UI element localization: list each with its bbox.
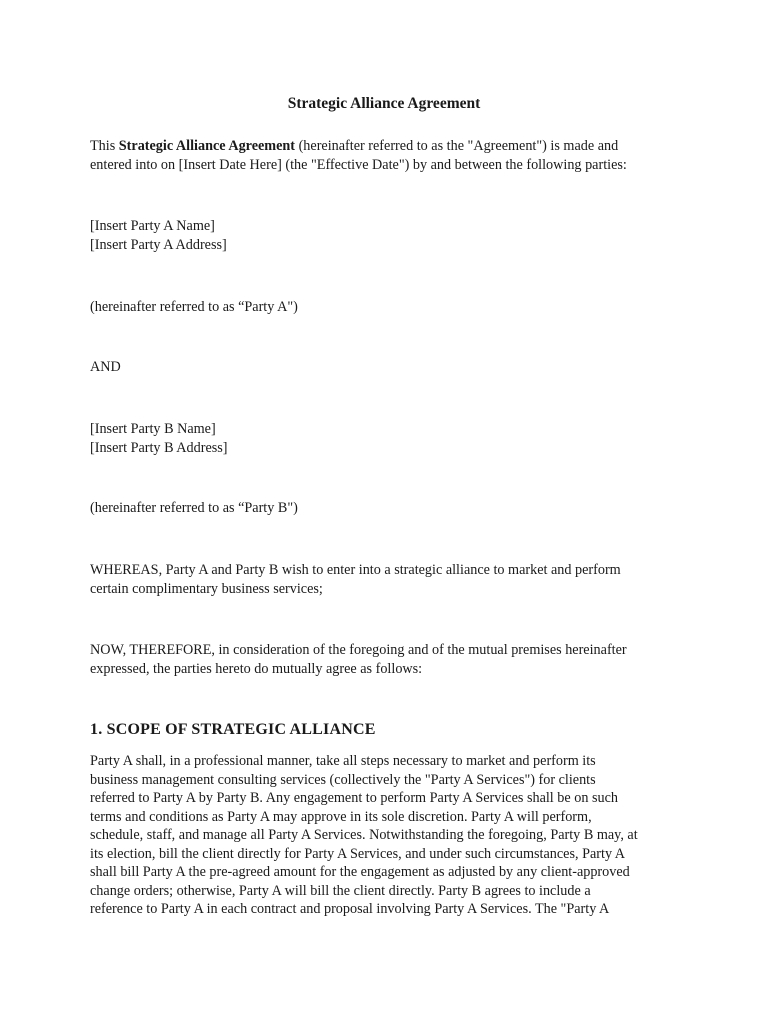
section-1-line: referred to Party A by Party B. Any engagement to perform Party A Services shall be on such bbox=[90, 790, 618, 807]
party-b-reference: (hereinafter referred to as “Party B") bbox=[90, 500, 298, 516]
intro-prefix: This bbox=[90, 138, 119, 154]
section-1-heading: 1. SCOPE OF STRATEGIC ALLIANCE bbox=[90, 721, 376, 738]
section-1-line: terms and conditions as Party A may approve in its sole discretion. Party A will perform, bbox=[90, 808, 592, 825]
intro-line-1-rest: (hereinafter referred to as the "Agreement") is made and bbox=[295, 138, 619, 154]
intro-paragraph bbox=[90, 137, 690, 174]
now-therefore-paragraph bbox=[90, 641, 690, 678]
party-b-block bbox=[90, 420, 690, 457]
section-1-line: its election, bill the client directly for Party A Services, and under such circumstances, Party A bbox=[90, 845, 626, 862]
whereas-paragraph bbox=[90, 561, 690, 598]
intro-line-2: entered into on [Insert Date Here] (the "Effective Date") by and between the following parties: bbox=[90, 156, 627, 173]
now-therefore-line-1: NOW, THEREFORE, in consideration of the foregoing and of the mutual premises hereinafter bbox=[90, 642, 627, 658]
party-a-address: [Insert Party A Address] bbox=[90, 236, 227, 253]
party-a-block bbox=[90, 217, 690, 254]
now-therefore-line-2: expressed, the parties hereto do mutually agree as follows: bbox=[90, 660, 423, 677]
whereas-line-2: certain complimentary business services; bbox=[90, 580, 323, 597]
party-b-name: [Insert Party B Name] bbox=[90, 421, 216, 437]
section-1-body bbox=[90, 752, 690, 919]
intro-agreement-name: Strategic Alliance Agreement bbox=[118, 138, 296, 154]
section-1-line: schedule, staff, and manage all Party A Services. Notwithstanding the foregoing, Party B may, at bbox=[90, 827, 638, 844]
section-1-line: Party A shall, in a professional manner, take all steps necessary to market and perform its bbox=[90, 753, 596, 769]
party-a-name: [Insert Party A Name] bbox=[90, 218, 215, 234]
whereas-line-1: WHEREAS, Party A and Party B wish to enter into a strategic alliance to market and perform bbox=[90, 562, 621, 578]
party-b-address: [Insert Party B Address] bbox=[90, 439, 228, 456]
section-1-line: shall bill Party A the pre-agreed amount for the engagement as adjusted by any client-approved bbox=[90, 864, 630, 881]
section-1-line: change orders; otherwise, Party A will bill the client directly. Party B agrees to include a bbox=[90, 882, 591, 899]
and-label: AND bbox=[90, 359, 121, 375]
document-title: Strategic Alliance Agreement bbox=[287, 95, 481, 112]
section-1-line: business management consulting services (collectively the "Party A Services") for clients bbox=[90, 771, 596, 788]
party-a-reference: (hereinafter referred to as “Party A") bbox=[90, 299, 298, 315]
section-1-line: reference to Party A in each contract and proposal involving Party A Services. The "Party A bbox=[90, 901, 610, 918]
intro-line-1 bbox=[90, 137, 690, 156]
